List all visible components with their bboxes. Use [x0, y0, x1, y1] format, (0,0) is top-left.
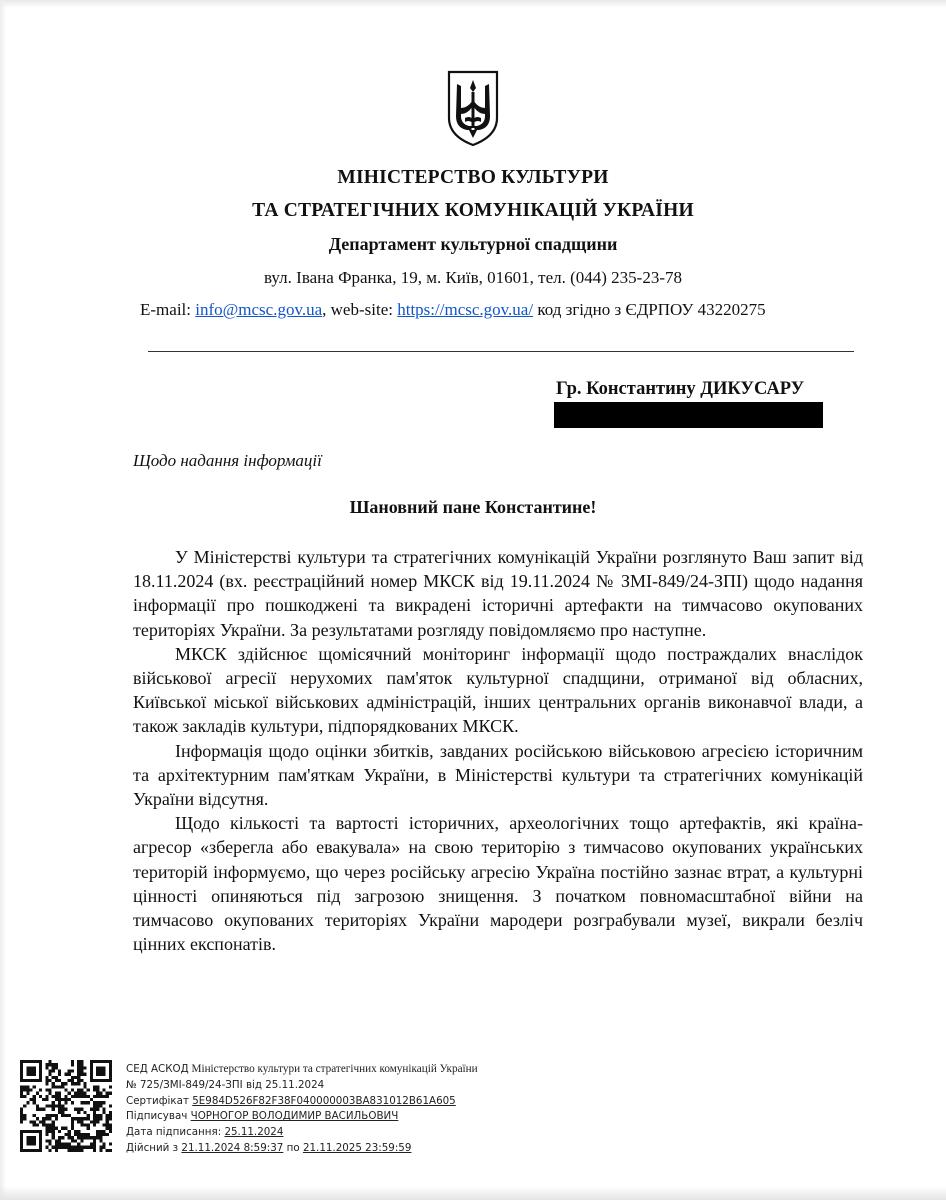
e-signature-block [126, 1062, 478, 1157]
signature-org: Міністерство культури та стратегічних комунікацій України [188, 1063, 478, 1075]
body-paragraph: Інформація щодо оцінки збитків, завданих російською військовою агресією історичним та архітектурним пам'яткам України, в Міністерстві культури та стратегічних комунікацій України відсутня. [133, 740, 863, 810]
signature-system: СЕД АСКОД [126, 1063, 189, 1075]
edge-shadow [0, 0, 946, 8]
header-divider [148, 351, 854, 352]
email-link[interactable]: info@mcsc.gov.ua [195, 300, 323, 319]
coat-of-arms-icon [445, 68, 501, 148]
signer-label: Підписувач [126, 1110, 191, 1123]
signer-name: ЧОРНОГОР ВОЛОДИМИР ВАСИЛЬОВИЧ [190, 1110, 399, 1123]
redacted-address-block [554, 402, 823, 428]
website-label: , web-site: [322, 300, 398, 319]
contacts-line [140, 300, 766, 320]
validity-label: Дійсний з [126, 1141, 182, 1154]
website-link[interactable]: https://mcsc.gov.ua/ [397, 300, 534, 319]
ministry-title-line1: МІНІСТЕРСТВО КУЛЬТУРИ [337, 167, 609, 188]
certificate-label: Сертифікат [126, 1094, 193, 1107]
sign-date-label: Дата підписання: [126, 1126, 225, 1139]
sign-date: 25.11.2024 [224, 1126, 284, 1139]
certificate-id: 5E984D526F82F38F040000003BA831012B61A605 [192, 1094, 456, 1107]
validity-to-label: по [283, 1141, 303, 1154]
body-paragraph: Щодо кількості та вартості історичних, археологічних тощо артефактів, які країна-агресор «зберегла або евакувала» на свою територію з тимчасово окупованих українських територій інформуємо, що через російську агресію Україна постійно зазнає втрат, а культурні цінності опиняються під загрозою знищення. З початком повномасштабної війни на тимчасово окупованих територіях України мародери розграбували музеї, викрали безліч цінних експонатів. [133, 813, 863, 955]
edge-shadow [0, 1186, 946, 1200]
body-paragraph: МКСК здійснює щомісячний моніторинг інформації щодо постраждалих внаслідок військової агресії нерухомих пам'яток культурної спадщини, отриманої від обласних, Київської міської військових адміністрацій, інших центральних органів виконавчої влади, а також закладів культури, підпорядкованих МКСК. [133, 643, 863, 737]
ministry-title-line2: ТА СТРАТЕГІЧНИХ КОМУНІКАЦІЙ УКРАЇНИ [252, 200, 694, 221]
edrpou-code: код згідно з ЄДРПОУ 43220275 [533, 300, 766, 319]
qr-code-icon [20, 1060, 112, 1152]
letter-body [133, 545, 863, 956]
body-paragraph: У Міністерстві культури та стратегічних комунікацій України розглянуто Ваш запит від 18.11.2024 (вх. реєстраційний номер МКСК від 19.11.2024 № ЗМІ-849/24-ЗПІ) щодо надання інформації про пошкоджені та викрадені історичні артефакти на тимчасово окупованих територіях України. За результатами розгляду повідомляємо про наступне. [133, 547, 863, 640]
letter-subject: Щодо надання інформації [133, 451, 322, 470]
recipient-name: Гр. Константину ДИКУСАРУ [556, 379, 805, 399]
valid-from: 21.11.2024 8:59:37 [181, 1141, 284, 1154]
qr-modules [20, 1060, 112, 1152]
document-number: № 725/ЗМІ-849/24-ЗПІ від 25.11.2024 [126, 1078, 325, 1091]
valid-to: 21.11.2025 23:59:59 [302, 1141, 412, 1154]
salutation: Шановний пане Константине! [349, 497, 597, 517]
email-label: E-mail: [140, 300, 196, 319]
department-name: Департамент культурної спадщини [328, 234, 618, 254]
ministry-address: вул. Івана Франка, 19, м. Київ, 01601, тел. (044) 235-23-78 [263, 268, 682, 287]
